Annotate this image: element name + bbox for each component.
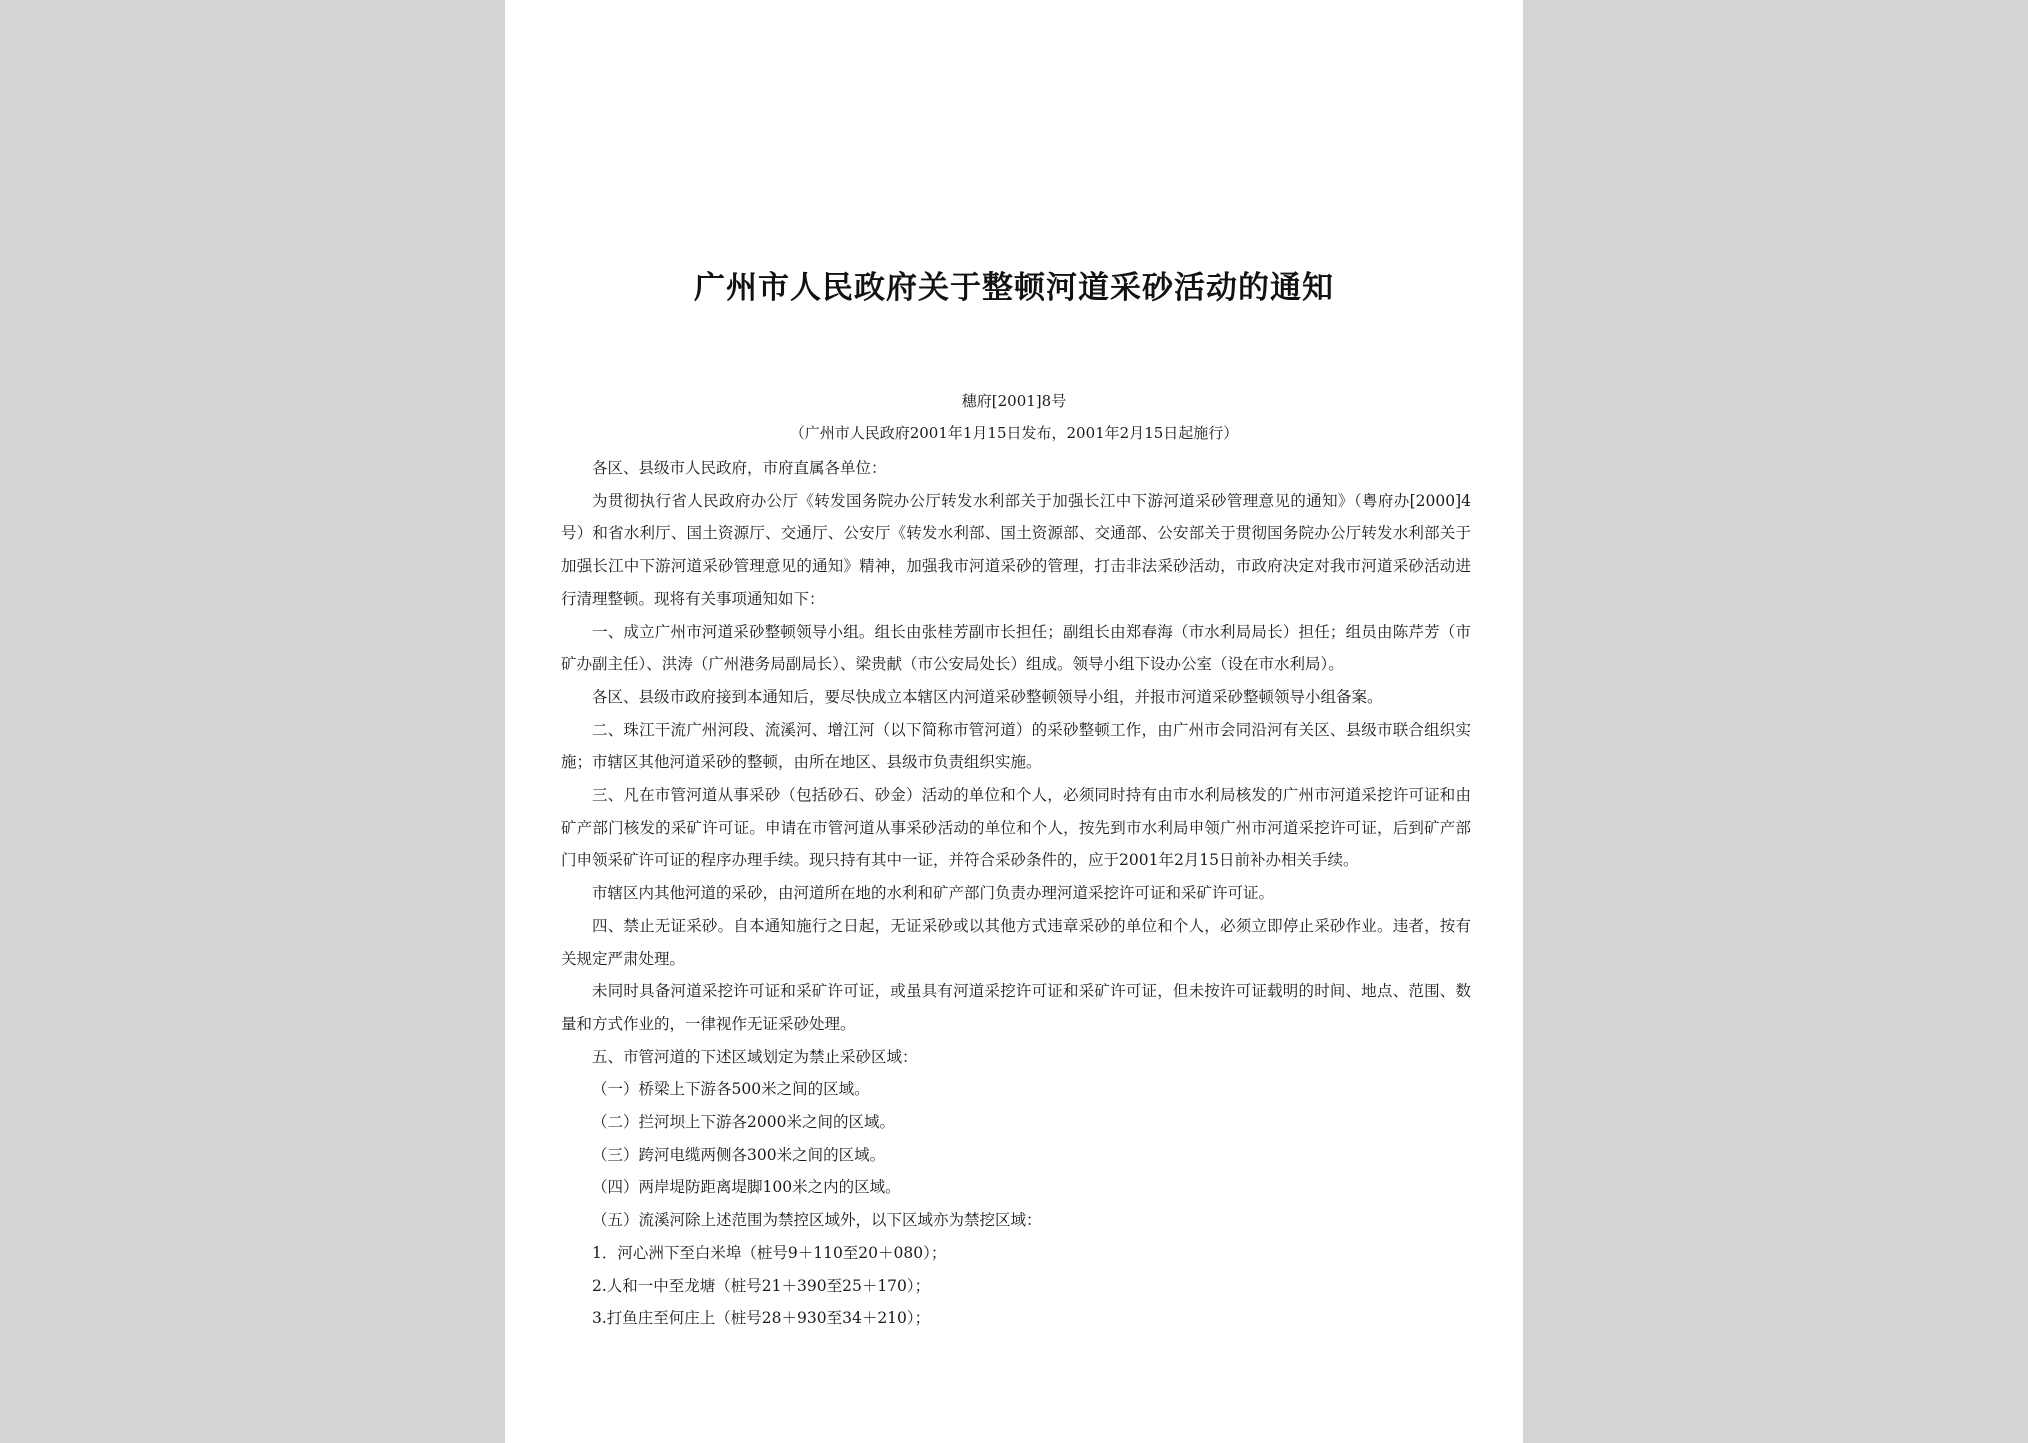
paragraph: 市辖区内其他河道的采砂，由河道所在地的水利和矿产部门负责办理河道采挖许可证和采矿许可证。: [592, 884, 1275, 903]
list-item: （一）桥梁上下游各500米之间的区域。: [592, 1080, 870, 1099]
list-item: （三）跨河电缆两侧各300米之间的区域。: [592, 1145, 886, 1164]
list-item: 1．河心洲下至白米埠（桩号9＋110至20＋080）；: [592, 1243, 947, 1262]
document-body: [561, 452, 1471, 1335]
issue-date-line: （广州市人民政府2001年1月15日发布，2001年2月15日起施行）: [789, 424, 1239, 442]
paragraph: 未同时具备河道采挖许可证和采矿许可证，或虽具有河道采挖许可证和采矿许可证，但未按许可证载明的时间、地点、范围、数量和方式作业的，一律视作无证采砂处理。: [561, 982, 1471, 1033]
paragraph: 二、珠江干流广州河段、流溪河、增江河（以下简称市管河道）的采砂整顿工作，由广州市会同沿河有关区、县级市联合组织实施；市辖区其他河道采砂的整顿，由所在地区、县级市负责组织实施。: [561, 720, 1471, 772]
paragraph: 四、禁止无证采砂。自本通知施行之日起，无证采砂或以其他方式违章采砂的单位和个人，必须立即停止采砂作业。违者，按有关规定严肃处理。: [561, 916, 1471, 968]
paragraph: 三、凡在市管河道从事采砂（包括砂石、砂金）活动的单位和个人，必须同时持有由市水利局核发的广州市河道采挖许可证和由矿产部门核发的采矿许可证。申请在市管河道从事采砂活动的单位和个人，按先到市水利局申领广州市河道采挖许可证，后到矿产部门申领采矿许可证的程序办理手续。现只持有其中一证，并符合采砂条件的，应于2001年2月15日前补办相关手续。: [561, 786, 1471, 870]
paragraph: 各区、县级市人民政府，市府直属各单位：: [592, 459, 887, 477]
list-item: 3.打鱼庄至何庄上（桩号28＋930至34＋210）；: [592, 1309, 931, 1328]
list-item: （五）流溪河除上述范围为禁控区域外，以下区域亦为禁挖区域：: [592, 1211, 1042, 1230]
list-item: （四）两岸堤防距离堤脚100米之内的区域。: [592, 1178, 901, 1197]
paragraph: 五、市管河道的下述区域划定为禁止采砂区域：: [592, 1047, 918, 1066]
paragraph: 一、成立广州市河道采砂整顿领导小组。组长由张桂芳副市长担任；副组长由郑春海（市水利局局长）担任；组员由陈芹芳（市矿办副主任）、洪涛（广州港务局副局长）、梁贵献（市公安局处长）组成。领导小组下设办公室（设在市水利局）。: [561, 622, 1471, 674]
paragraph: 各区、县级市政府接到本通知后，要尽快成立本辖区内河道采砂整顿领导小组，并报市河道采砂整顿领导小组备案。: [592, 687, 1383, 706]
document-number: 穗府[2001]8号: [961, 392, 1067, 410]
list-item: 2.人和一中至龙塘（桩号21＋390至25＋170）；: [592, 1276, 931, 1295]
document-page: [505, 0, 1523, 1443]
paragraph: 为贯彻执行省人民政府办公厅《转发国务院办公厅转发水利部关于加强长江中下游河道采砂管理意见的通知》（粤府办[2000]4号）和省水利厅、国土资源厅、交通厅、公安厅《转发水利部、国土资源部、交通部、公安部关于贯彻国务院办公厅转发水利部关于加强长江中下游河道采砂管理意见的通知》精神，加强我市河道采砂的管理，打击非法采砂活动，市政府决定对我市河道采砂活动进行清理整顿。现将有关事项通知如下：: [561, 491, 1471, 608]
document-title: 广州市人民政府关于整顿河道采砂活动的通知: [694, 270, 1334, 306]
list-item: （二）拦河坝上下游各2000米之间的区域。: [592, 1113, 895, 1132]
